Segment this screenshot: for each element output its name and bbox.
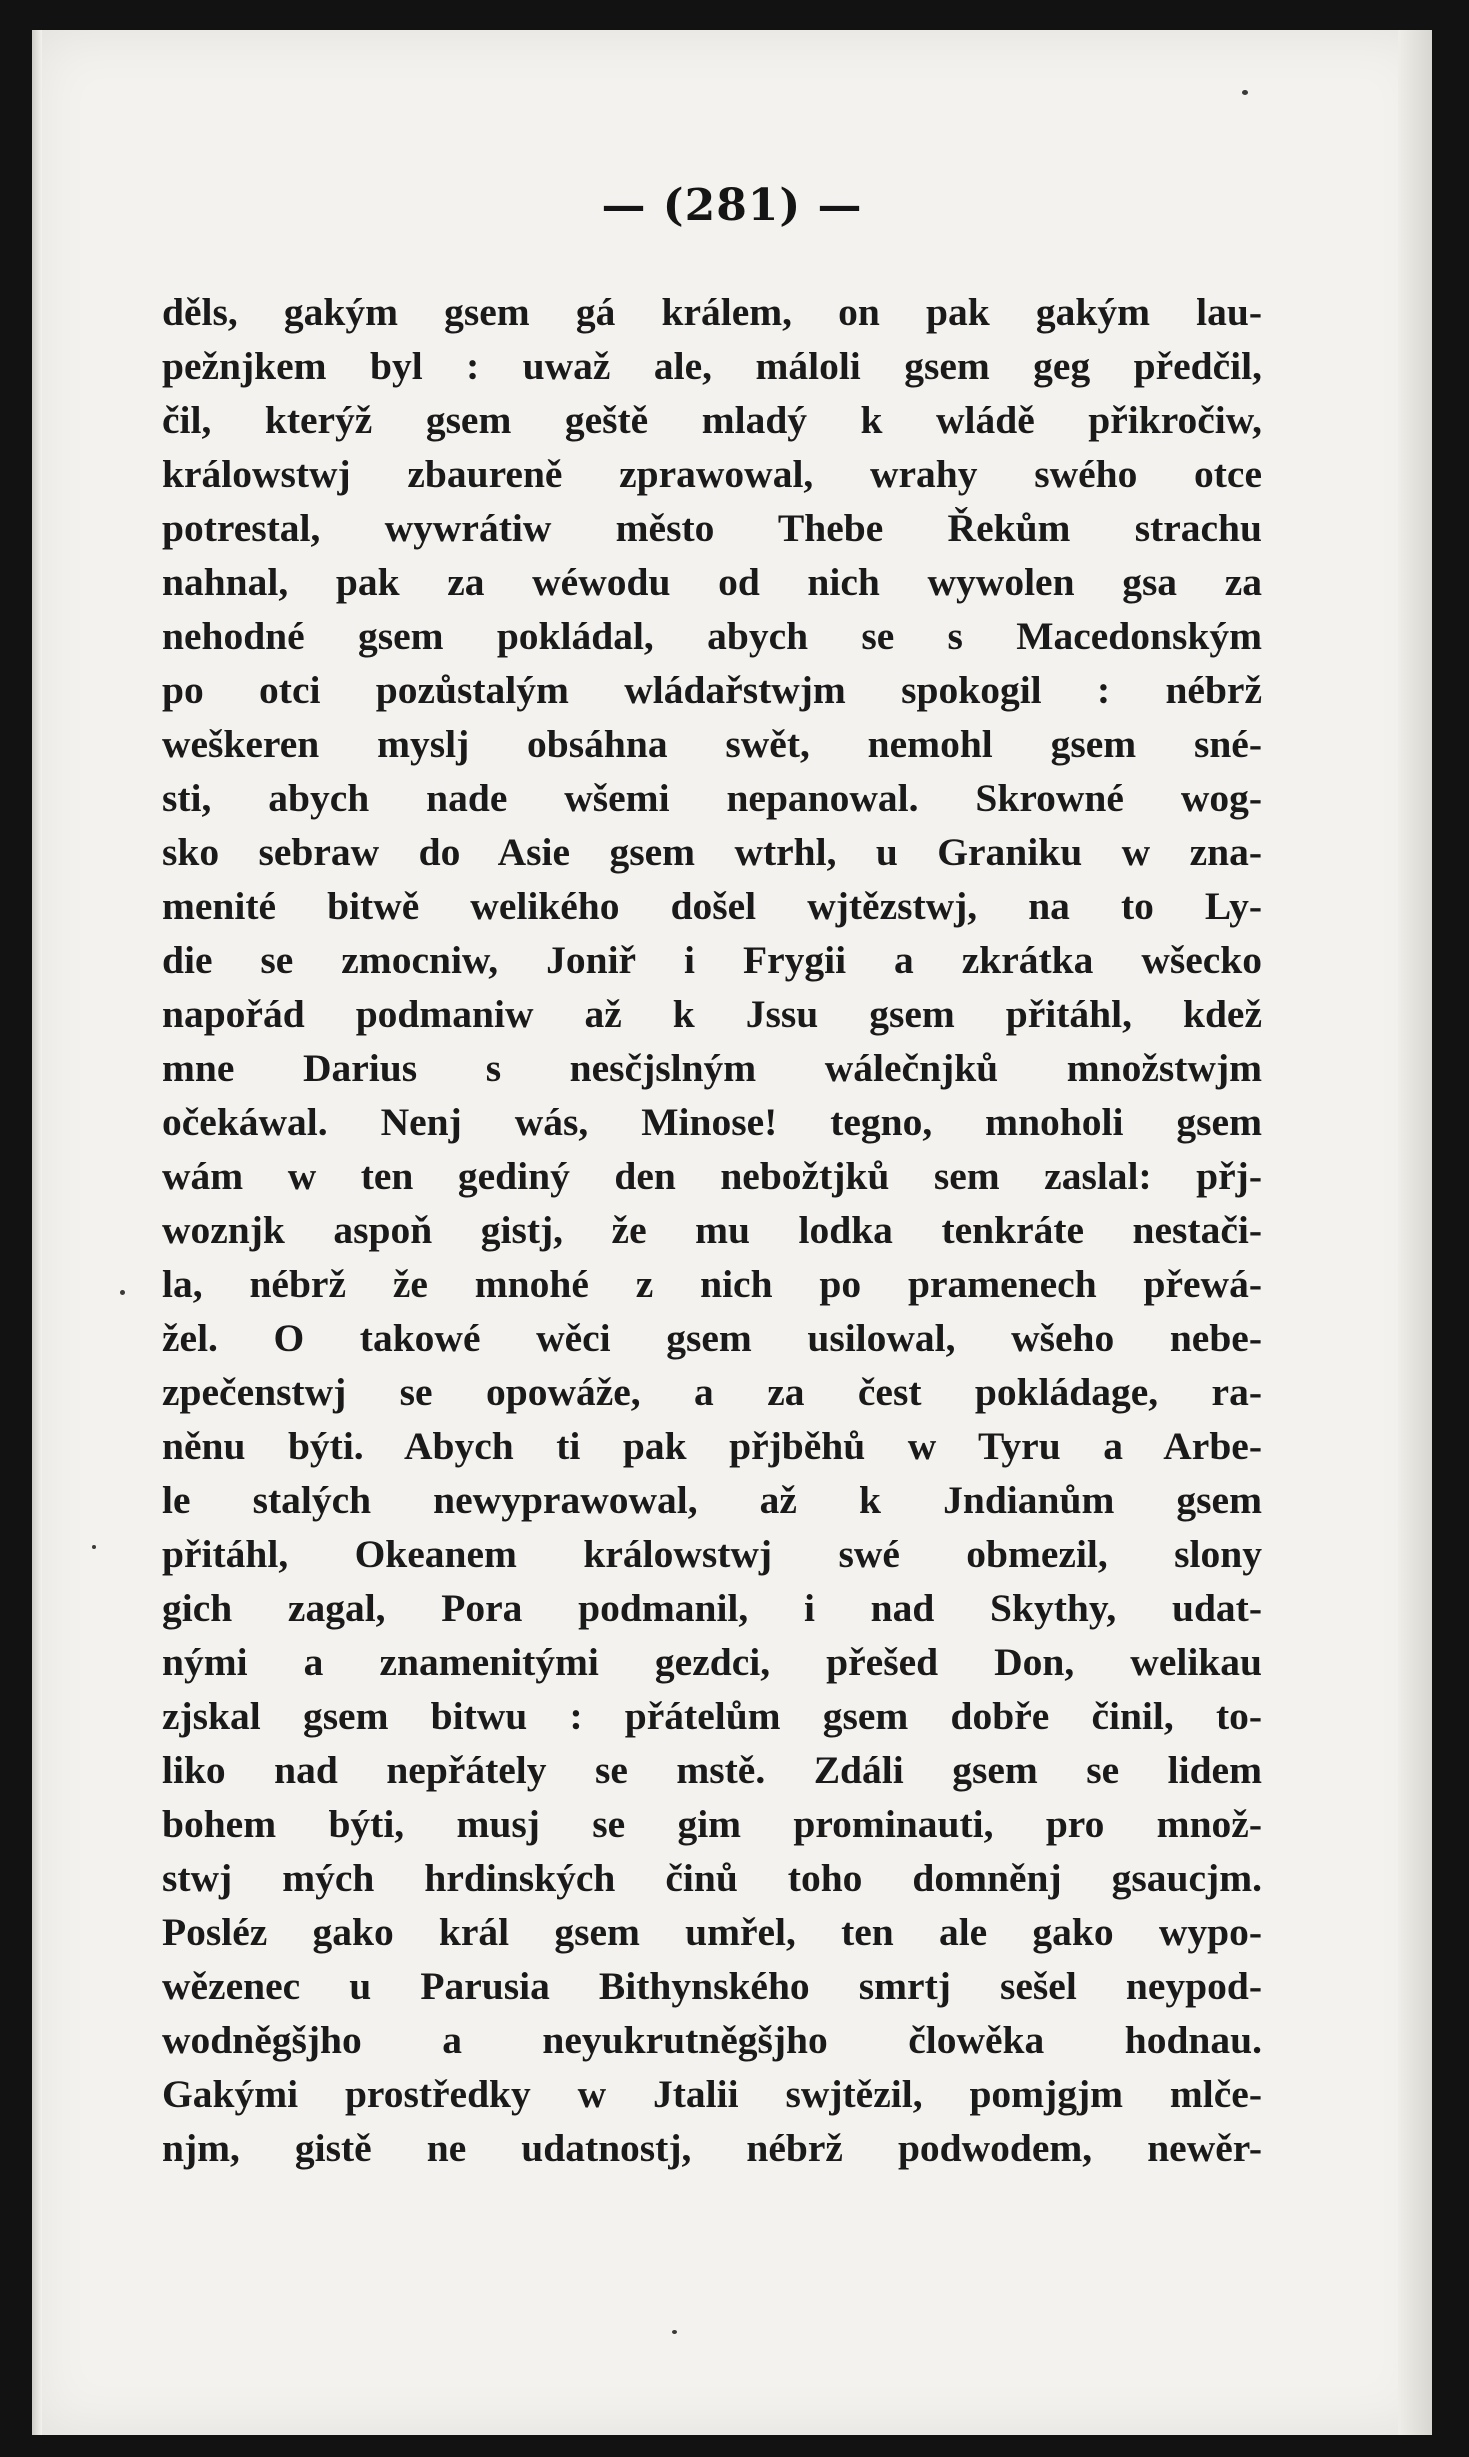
- text-line: nými a znamenitými gezdci, přešed Don, welikau: [162, 1640, 1262, 1684]
- paper-speck: [672, 2330, 677, 2334]
- text-line: sko sebraw do Asie gsem wtrhl, u Graniku w zna-: [162, 830, 1262, 874]
- text-line: zpečenstwj se opowáže, a za čest pokládage, ra-: [162, 1370, 1262, 1414]
- text-line: stwj mých hrdinských činů toho domněnj gsaucjm.: [162, 1856, 1262, 1900]
- page-edge-right: [1398, 30, 1432, 2435]
- text-line: děls, gakým gsem gá králem, on pak gakým lau-: [162, 290, 1262, 334]
- page-number-header: — (281) —: [601, 180, 863, 231]
- text-line: woznjk aspoň gistj, že mu lodka tenkráte nestači-: [162, 1208, 1262, 1252]
- text-line: Gakými prostředky w Jtalii swjtězil, pomjgjm mlče-: [162, 2072, 1262, 2116]
- text-line: menité bitwě welikého došel wjtězstwj, na to Ly-: [162, 884, 1262, 928]
- book-page: [32, 30, 1432, 2435]
- text-line: bohem býti, musj se gim prominauti, pro množ-: [162, 1802, 1262, 1846]
- text-line: mne Darius s nesčjslným wálečnjků množstwjm: [162, 1046, 1262, 1090]
- text-line: wodněgšjho a neyukrutněgšjho člowěka hodnau.: [162, 2018, 1262, 2062]
- paper-speck: [92, 1545, 96, 1549]
- text-line: po otci pozůstalým wládařstwjm spokogil : nébrž: [162, 668, 1262, 712]
- text-line: njm, gistě ne udatnostj, nébrž podwodem, newěr-: [162, 2126, 1262, 2170]
- text-line: la, nébrž že mnohé z nich po pramenech přewá-: [162, 1262, 1262, 1306]
- page-edge-left: [32, 30, 42, 2435]
- text-line: wám w ten gediný den nebožtjků sem zaslal: přj-: [162, 1154, 1262, 1198]
- text-line: zjskal gsem bitwu : přátelům gsem dobře činil, to-: [162, 1694, 1262, 1738]
- text-line: přitáhl, Okeanem králowstwj swé obmezil, slony: [162, 1532, 1262, 1576]
- paper-speck: [120, 1290, 125, 1295]
- text-line: Posléz gako král gsem umřel, ten ale gako wypo-: [162, 1910, 1262, 1954]
- text-line: něnu býti. Abych ti pak přjběhů w Tyru a Arbe-: [162, 1424, 1262, 1468]
- text-line: nehodné gsem pokládal, abych se s Macedonským: [162, 614, 1262, 658]
- text-line: die se zmocniw, Joniř i Frygii a zkrátka wšecko: [162, 938, 1262, 982]
- text-line: wězenec u Parusia Bithynského smrtj sešel neypod-: [162, 1964, 1262, 2008]
- text-line: potrestal, wywrátiw město Thebe Řekům strachu: [162, 506, 1262, 550]
- body-text: [162, 285, 1262, 2185]
- text-line: očekáwal. Nenj wás, Minose! tegno, mnoholi gsem: [162, 1100, 1262, 1144]
- text-line: žel. O takowé wěci gsem usilowal, wšeho nebe-: [162, 1316, 1262, 1360]
- text-line: králowstwj zbaureně zprawowal, wrahy swého otce: [162, 452, 1262, 496]
- text-line: weškeren myslj obsáhna swět, nemohl gsem sné-: [162, 722, 1262, 766]
- text-line: pežnjkem byl : uwaž ale, máloli gsem geg předčil,: [162, 344, 1262, 388]
- text-line: sti, abych nade wšemi nepanowal. Skrowné wog-: [162, 776, 1262, 820]
- paper-speck: [1242, 90, 1248, 95]
- text-line: napořád podmaniw až k Jssu gsem přitáhl, kdež: [162, 992, 1262, 1036]
- text-line: čil, kterýž gsem geště mladý k wládě přikročiw,: [162, 398, 1262, 442]
- text-line: liko nad nepřátely se mstě. Zdáli gsem se lidem: [162, 1748, 1262, 1792]
- text-line: gich zagal, Pora podmanil, i nad Skythy, udat-: [162, 1586, 1262, 1630]
- text-line: nahnal, pak za wéwodu od nich wywolen gsa za: [162, 560, 1262, 604]
- text-line: le stalých newyprawowal, až k Jndianům gsem: [162, 1478, 1262, 1522]
